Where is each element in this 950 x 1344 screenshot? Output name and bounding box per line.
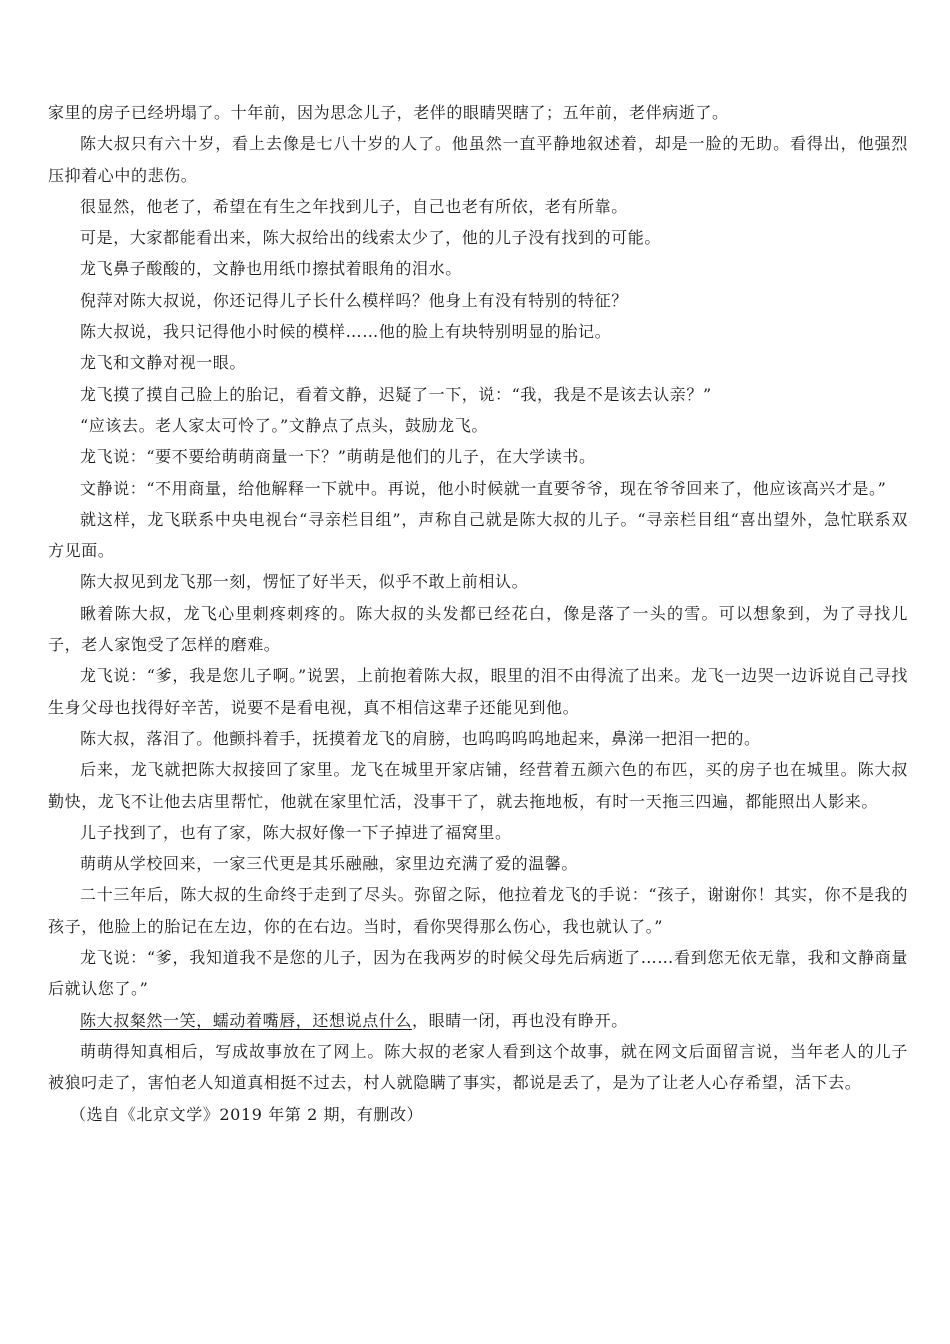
paragraph-16: 龙飞说：“爹，我是您儿子啊。”说罢，上前抱着陈大叔，眼里的泪不由得流了出来。龙飞一边哭一边诉说自己寻找生身父母也找得好辛苦，说要不是看电视，真不相信这辈子还能见到他。 xyxy=(48,666,908,717)
underlined-sentence-tail: ，眼睛一闭，再也没有睁开。 xyxy=(412,1010,628,1030)
paragraph-9: 龙飞摸了摸自己脸上的胎记，看着文静，迟疑了一下，说：“我，我是不是该去认亲？” xyxy=(80,384,712,404)
paragraph-10: “应该去。老人家太可怜了。”文静点了点头，鼓励龙飞。 xyxy=(80,415,488,435)
paragraph-5: 龙飞鼻子酸酸的，文静也用纸巾擦拭着眼角的泪水。 xyxy=(80,259,462,279)
paragraph-20: 萌萌从学校回来，一家三代更是其乐融融，家里边充满了爱的温馨。 xyxy=(80,854,579,874)
article-body xyxy=(48,97,908,1130)
paragraph-23 xyxy=(48,1005,908,1036)
paragraph-21: 二十三年后，陈大叔的生命终于走到了尽头。弥留之际，他拉着龙飞的手说：“孩子，谢谢你！其实，你不是我的孩子，他脸上的胎记在左边，你的在右边。当时，看你哭得那么伤心，我也就认了。” xyxy=(48,885,908,936)
paragraph-13: 就这样，龙飞联系中央电视台“寻亲栏目组”，声称自己就是陈大叔的儿子。“寻亲栏目组“喜出望外，急忙联系双方见面。 xyxy=(48,509,908,561)
paragraph-8: 龙飞和文静对视一眼。 xyxy=(80,353,247,373)
paragraph-3: 很显然，他老了，希望在有生之年找到儿子，自己也老有所依，老有所靠。 xyxy=(80,196,628,216)
source-citation: （选自《北京文学》2019 年第 2 期，有删改） xyxy=(70,1104,424,1124)
closing-paragraph: 萌萌得知真相后，写成故事放在了网上。陈大叔的老家人看到这个故事，就在网文后面留言说，当年老人的儿子被狼叼走了，害怕老人知道真相挺不过去，村人就隐瞒了事实，都说是丢了，是为了让老人心存希望，活下去。 xyxy=(48,1041,908,1093)
paragraph-18: 后来，龙飞就把陈大叔接回了家里。龙飞在城里开家店铺，经营着五颜六色的布匹，买的房子也在城里。陈大叔勤快，龙飞不让他去店里帮忙，他就在家里忙活，没事干了，就去拖地板，有时一天拖三四遍，都能照出人影来。 xyxy=(48,760,908,811)
paragraph-15: 瞅着陈大叔，龙飞心里刺疼刺疼的。陈大叔的头发都已经花白，像是落了一头的雪。可以想象到，为了寻找儿子，老人家饱受了怎样的磨难。 xyxy=(48,603,908,655)
paragraph-2: 陈大叔只有六十岁，看上去像是七八十岁的人了。他虽然一直平静地叙述着，却是一脸的无助。看得出，他强烈压抑着心中的悲伤。 xyxy=(48,134,908,185)
paragraph-4: 可是，大家都能看出来，陈大叔给出的线索太少了，他的儿子没有找到的可能。 xyxy=(80,228,662,248)
paragraph-14: 陈大叔见到龙飞那一刻，愣怔了好半天，似乎不敢上前相认。 xyxy=(80,572,529,592)
paragraph-1: 家里的房子已经坍塌了。十年前，因为思念儿子，老伴的眼睛哭瞎了；五年前，老伴病逝了。 xyxy=(48,103,729,122)
paragraph-22: 龙飞说：“爹，我知道我不是您的儿子，因为在我两岁的时候父母先后病逝了……看到您无依无靠，我和文静商量后就认您了。” xyxy=(48,948,908,999)
paragraph-11: 龙飞说：“要不要给萌萌商量一下？”萌萌是他们的儿子，在大学读书。 xyxy=(80,447,596,467)
paragraph-6: 倪萍对陈大叔说，你还记得儿子长什么模样吗？他身上有没有特别的特征？ xyxy=(80,290,628,310)
paragraph-12: 文静说：“不用商量，给他解释一下就中。再说，他小时候就一直要爷爷，现在爷爷回来了，他应该高兴才是。” xyxy=(80,478,887,498)
underlined-sentence: 陈大叔粲然一笑，蠕动着嘴唇，还想说点什么 xyxy=(80,1010,413,1030)
paragraph-17: 陈大叔，落泪了。他颤抖着手，抚摸着龙飞的肩膀，也呜呜呜呜地起来，鼻涕一把泪一把的。 xyxy=(80,728,761,748)
paragraph-19: 儿子找到了，也有了家，陈大叔好像一下子掉进了福窝里。 xyxy=(80,822,512,842)
paragraph-7: 陈大叔说，我只记得他小时候的模样……他的脸上有块特别明显的胎记。 xyxy=(80,322,612,342)
